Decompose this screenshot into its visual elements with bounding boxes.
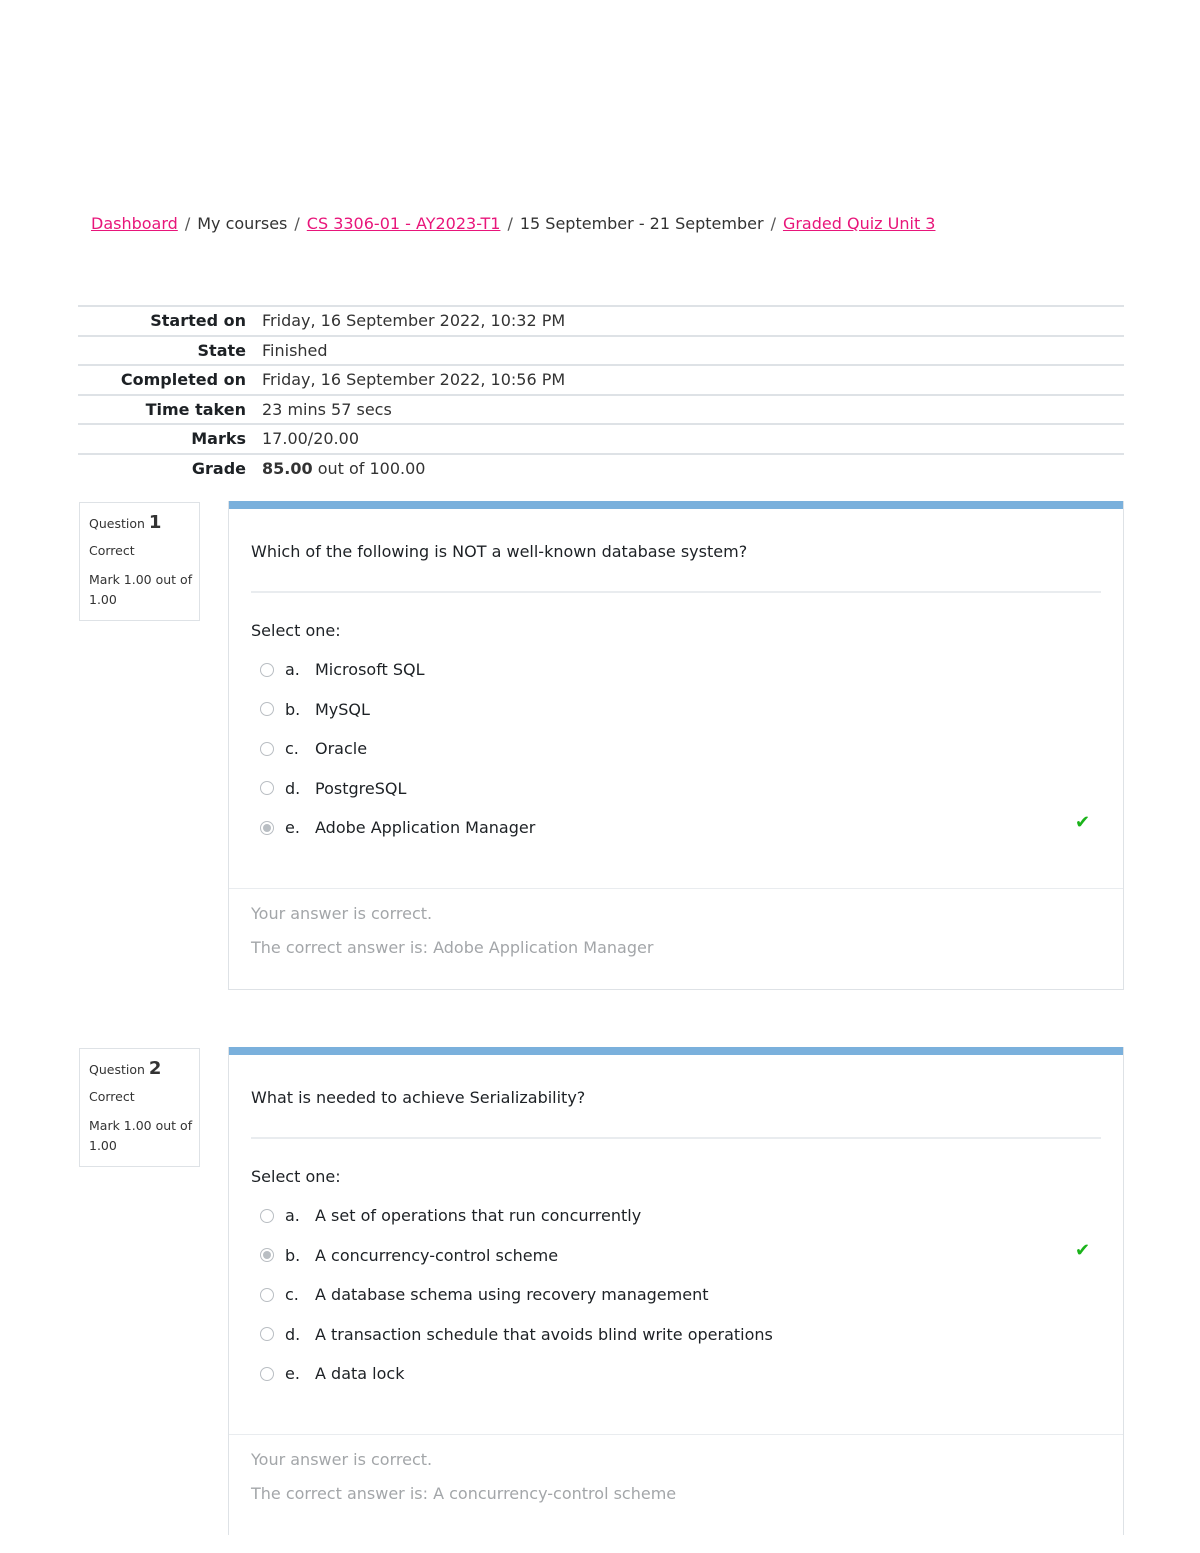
correct-answer-text: The correct answer is: Adobe Application Manager: [251, 937, 654, 957]
answer-option[interactable]: [229, 1354, 1123, 1394]
summary-value: [262, 454, 1124, 484]
answer-text: A concurrency-control scheme: [315, 1245, 559, 1265]
feedback-text: Your answer is correct.: [251, 1449, 433, 1469]
answer-text: Microsoft SQL: [315, 660, 425, 680]
question-divider: [251, 591, 1101, 593]
answer-option[interactable]: [229, 769, 1123, 809]
answer-prompt: Select one:: [251, 1167, 341, 1186]
summary-value: 23 mins 57 secs: [262, 395, 1124, 425]
feedback-text: Your answer is correct.: [251, 903, 433, 923]
answer-text: A set of operations that run concurrently: [315, 1206, 642, 1226]
answer-letter: a.: [285, 1206, 300, 1226]
breadcrumb-separator: /: [184, 214, 191, 233]
radio-button[interactable]: [260, 1367, 274, 1381]
summary-label: Time taken: [78, 395, 262, 425]
answer-letter: c.: [285, 1285, 299, 1305]
answer-text: PostgreSQL: [315, 778, 407, 798]
question-feedback: [229, 888, 1123, 989]
answer-letter: b.: [285, 1245, 301, 1265]
answer-text: A transaction schedule that avoids blind write operations: [315, 1324, 773, 1344]
summary-label: Completed on: [78, 365, 262, 395]
check-icon: ✔: [1075, 1239, 1091, 1261]
radio-button[interactable]: [260, 702, 274, 716]
summary-row-completed: [78, 365, 1124, 395]
answer-list: [229, 650, 1123, 848]
question-number: 2: [148, 1058, 162, 1079]
attempt-summary-table: [78, 305, 1124, 483]
breadcrumb-separator: /: [294, 214, 300, 233]
correct-answer-text: The correct answer is: A concurrency-control scheme: [251, 1483, 677, 1503]
answer-letter: d.: [285, 1324, 301, 1344]
answer-letter: a.: [285, 660, 300, 680]
summary-label: Grade: [78, 454, 262, 484]
answer-letter: e.: [285, 818, 300, 838]
answer-option[interactable]: [229, 1196, 1123, 1236]
summary-row-started: [78, 306, 1124, 336]
answer-list: [229, 1196, 1123, 1394]
answer-option[interactable]: [229, 729, 1123, 769]
question-content-2: [228, 1047, 1124, 1535]
answer-option-selected[interactable]: [229, 1236, 1123, 1276]
breadcrumb: [91, 214, 935, 233]
summary-value: 17.00/20.00: [262, 424, 1124, 454]
breadcrumb-course-link[interactable]: CS 3306-01 - AY2023-T1: [306, 214, 501, 233]
question-label: Question: [89, 516, 145, 531]
summary-row-marks: [78, 424, 1124, 454]
radio-button[interactable]: [260, 1288, 274, 1302]
summary-row-state: [78, 336, 1124, 366]
breadcrumb-my-courses: My courses: [197, 214, 288, 233]
breadcrumb-separator: /: [507, 214, 513, 233]
summary-value: Friday, 16 September 2022, 10:56 PM: [262, 365, 1124, 395]
summary-label: State: [78, 336, 262, 366]
grade-suffix: out of 100.00: [317, 459, 426, 479]
question-content-1: [228, 501, 1124, 990]
radio-button-selected[interactable]: [260, 1248, 274, 1262]
question-number: 1: [148, 512, 162, 533]
grade-value: 85.00: [262, 459, 313, 479]
answer-option[interactable]: [229, 690, 1123, 730]
question-mark: Mark 1.00 out of 1.00: [89, 1118, 193, 1153]
answer-letter: e.: [285, 1364, 300, 1384]
answer-option[interactable]: [229, 650, 1123, 690]
summary-row-grade: [78, 454, 1124, 484]
radio-button[interactable]: [260, 1209, 274, 1223]
answer-prompt: Select one:: [251, 621, 341, 640]
question-feedback: [229, 1434, 1123, 1535]
summary-row-time-taken: [78, 395, 1124, 425]
question-state: Correct: [89, 543, 135, 558]
radio-button-selected[interactable]: [260, 821, 274, 835]
answer-text: A data lock: [315, 1364, 405, 1384]
question-text: Which of the following is NOT a well-known database system?: [251, 542, 748, 561]
answer-option-selected[interactable]: [229, 808, 1123, 848]
question-accent-bar: [229, 1047, 1123, 1055]
answer-text: MySQL: [315, 699, 370, 719]
question-text: What is needed to achieve Serializability?: [251, 1088, 586, 1107]
summary-label: Marks: [78, 424, 262, 454]
radio-button[interactable]: [260, 1327, 274, 1341]
question-label: Question: [89, 1062, 145, 1077]
check-icon: ✔: [1075, 812, 1091, 833]
question-state: Correct: [89, 1089, 135, 1104]
summary-value: Finished: [262, 336, 1124, 366]
breadcrumb-week: 15 September - 21 September: [519, 214, 764, 233]
breadcrumb-quiz-link[interactable]: Graded Quiz Unit 3: [782, 214, 936, 233]
answer-text: Adobe Application Manager: [315, 818, 536, 838]
question-accent-bar: [229, 501, 1123, 509]
answer-letter: b.: [285, 699, 301, 719]
breadcrumb-dashboard-link[interactable]: Dashboard: [91, 214, 178, 233]
breadcrumb-separator: /: [770, 214, 776, 233]
answer-letter: c.: [285, 739, 299, 759]
radio-button[interactable]: [260, 663, 274, 677]
radio-button[interactable]: [260, 742, 274, 756]
summary-value: Friday, 16 September 2022, 10:32 PM: [262, 306, 1124, 336]
answer-option[interactable]: [229, 1315, 1123, 1355]
radio-button[interactable]: [260, 781, 274, 795]
question-mark: Mark 1.00 out of 1.00: [89, 572, 193, 607]
question-info-1: [79, 502, 200, 621]
answer-text: Oracle: [315, 739, 368, 759]
answer-letter: d.: [285, 778, 301, 798]
answer-option[interactable]: [229, 1275, 1123, 1315]
answer-text: A database schema using recovery management: [315, 1285, 709, 1305]
question-info-2: [79, 1048, 200, 1167]
question-divider: [251, 1137, 1101, 1139]
summary-label: Started on: [78, 306, 262, 336]
